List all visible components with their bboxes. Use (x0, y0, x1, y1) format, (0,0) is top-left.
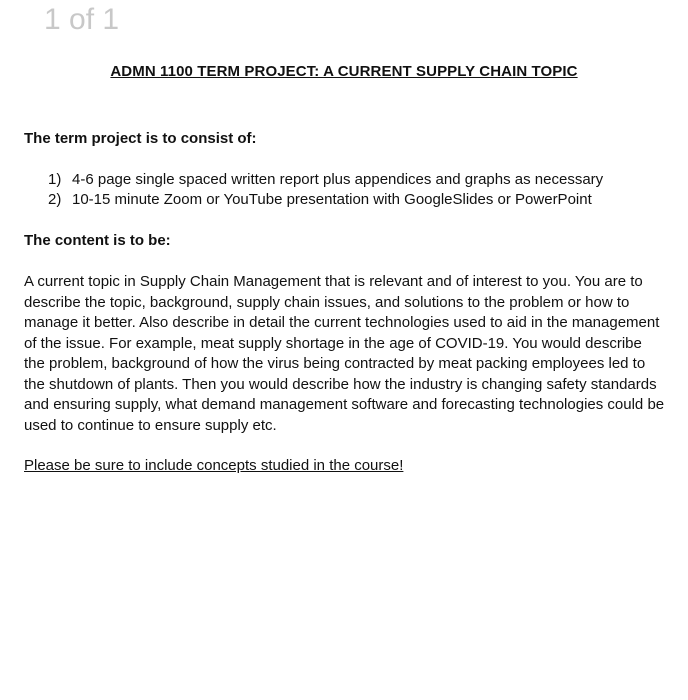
list-item-text: 10-15 minute Zoom or YouTube presentation with GoogleSlides or PowerPoint (72, 191, 592, 208)
closing-note: Please be sure to include concepts studied in the course! (24, 457, 404, 474)
list-item-number: 2) (48, 191, 62, 208)
consist-heading: The term project is to consist of: (24, 130, 257, 147)
list-item (48, 190, 603, 210)
document-title: ADMN 1100 TERM PROJECT: A CURRENT SUPPLY CHAIN TOPIC (110, 63, 578, 80)
list-item-text: 4-6 page single spaced written report plus appendices and graphs as necessary (72, 171, 604, 188)
content-paragraph: A current topic in Supply Chain Management that is relevant and of interest to you. You are to describe the topic, background, supply chain issues, and solutions to the problem or how to manage it better. Also describe in detail the current technologies used to aid in the management of the issue. For example, meat supply shortage in the age of COVID-19. You would describe the problem, background of how the virus being contracted by meat packing employees led to the shutdown of plants. Then you would describe how the industry is changing safety standards and ensuring supply, what demand management software and forecasting technologies could be used to continue to ensure supply etc. (24, 273, 665, 434)
page-indicator: 1 of 1 (44, 3, 120, 36)
content-heading: The content is to be: (24, 232, 171, 249)
list-item (48, 170, 603, 190)
requirements-list (48, 170, 603, 210)
list-item-number: 1) (48, 171, 62, 188)
